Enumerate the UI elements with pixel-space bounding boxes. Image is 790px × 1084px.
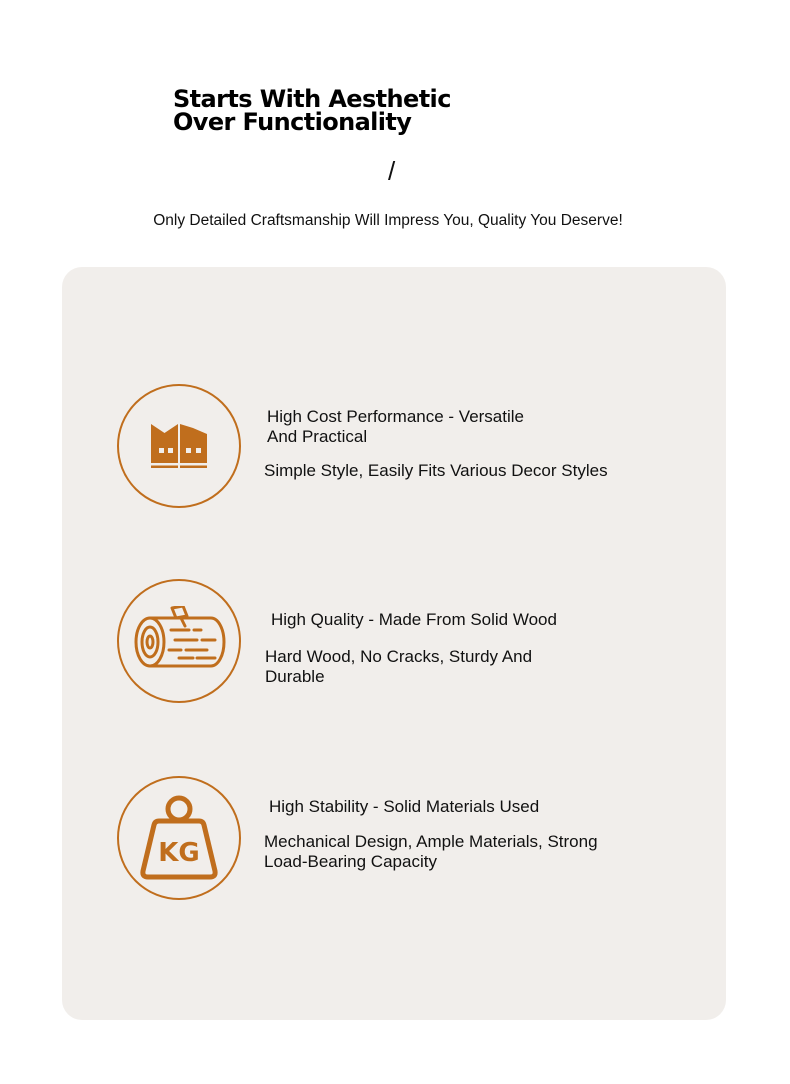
wood-log-icon — [131, 606, 227, 676]
feature-title: High Quality - Made From Solid Wood — [271, 610, 557, 629]
feature-icon-badge — [117, 579, 241, 703]
feature-description: Hard Wood, No Cracks, Sturdy And Durable — [265, 647, 533, 686]
svg-text:KG: KG — [158, 838, 200, 868]
feature-title: High Stability - Solid Materials Used — [269, 797, 540, 816]
feature-description: Mechanical Design, Ample Materials, Strong Load-Bearing Capacity — [264, 832, 598, 871]
page-subtitle: Only Detailed Craftsmanship Will Impress You, Quality You Deserve! — [153, 212, 623, 229]
feature-icon-badge — [117, 384, 241, 508]
buildings-icon — [149, 418, 209, 474]
feature-icon-badge — [117, 776, 241, 900]
weight-kg-icon — [139, 793, 219, 883]
feature-title: High Cost Performance - Versatile And Practical — [267, 407, 524, 446]
page-title: Starts With Aesthetic Over Functionality — [173, 85, 451, 136]
feature-description: Simple Style, Easily Fits Various Decor Styles — [264, 461, 608, 480]
title-separator: / — [388, 156, 396, 186]
